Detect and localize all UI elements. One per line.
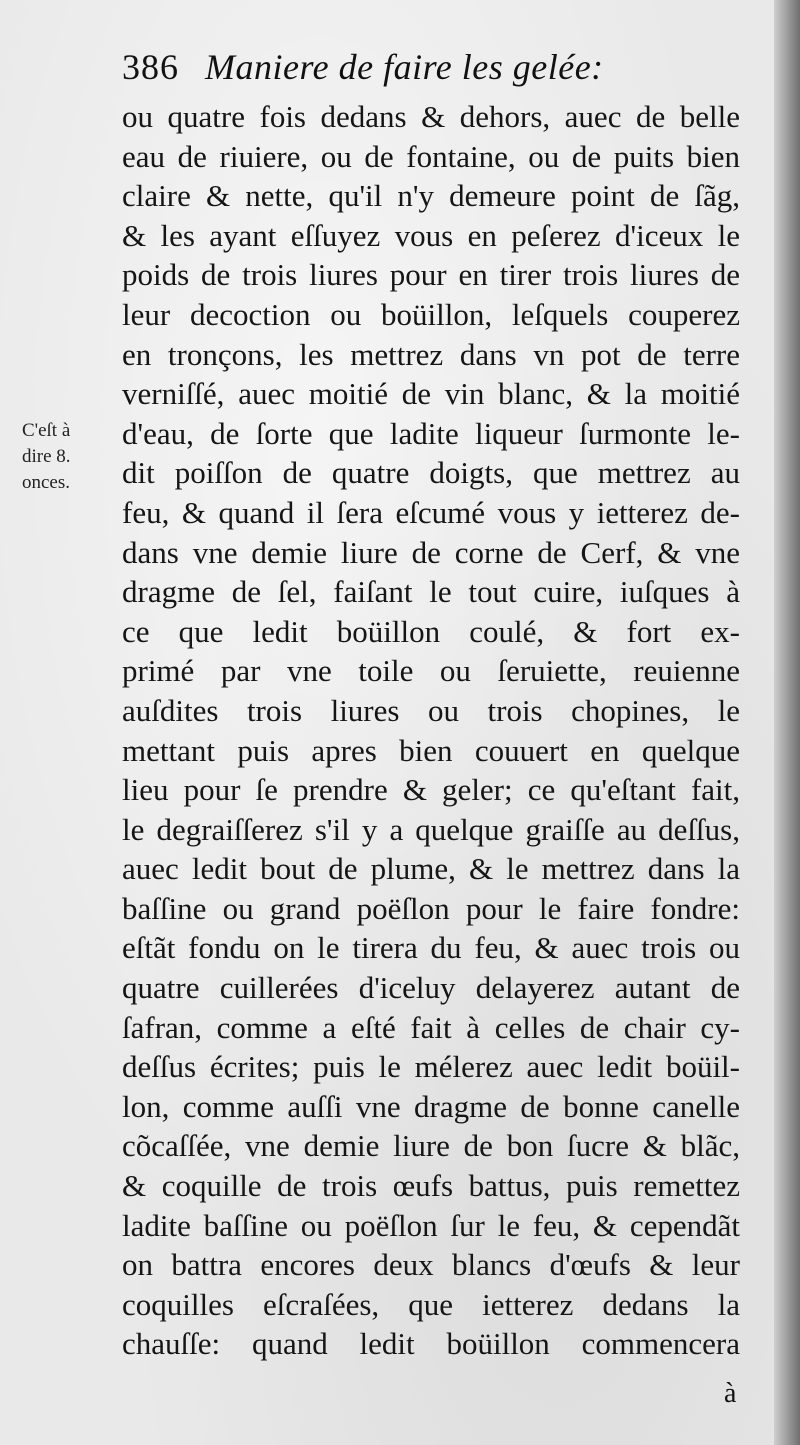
running-head: Maniere de faire les gelée: [205, 47, 604, 87]
text-line: eſtãt fondu on le tirera du feu, & auec trois ou [122, 930, 740, 966]
text-line: cõcaſſée, vne demie liure de bon ſucre & blãc, [122, 1128, 740, 1164]
text-line: baſſine ou grand poëſlon pour le faire fondre: [122, 890, 740, 926]
text-line: deſſus écrites; puis le mélerez auec ledit boüil- [122, 1049, 740, 1085]
text-line: coquilles eſcraſées, que ietterez dedans la [122, 1286, 740, 1322]
text-line: le degraiſſerez s'il y a quelque graiſſe au deſſus, [122, 811, 740, 847]
margin-note [22, 418, 112, 496]
text-line: & les ayant eſſuyez vous en peſerez d'iceux le [122, 217, 740, 253]
text-line: eau de riuiere, ou de fontaine, ou de puits bien [122, 138, 740, 174]
margin-note-line: onces. [22, 472, 71, 493]
text-line: quatre cuillerées d'iceluy delayerez autant de [122, 970, 740, 1006]
text-line: ce que ledit boüillon coulé, & fort ex- [122, 613, 740, 649]
text-line: dans vne demie liure de corne de Cerf, & vne [122, 534, 740, 570]
text-line: feu, & quand il ſera eſcumé vous y ietterez de- [122, 494, 740, 530]
body-text [122, 97, 740, 1364]
margin-note-line: dire 8. [22, 446, 71, 467]
text-line: dragme de ſel, faiſant le tout cuire, iuſques à [122, 574, 740, 610]
catchword: à [724, 1378, 737, 1409]
text-line: verniſſé, auec moitié de vin blanc, & la moitié [122, 376, 740, 412]
page-number: 386 [122, 47, 179, 87]
text-line: d'eau, de ſorte que ladite liqueur ſurmonte le- [122, 415, 740, 451]
text-line: lon, comme auſſi vne dragme de bonne canelle [122, 1088, 740, 1124]
text-line: & coquille de trois œufs battus, puis remettez [122, 1168, 740, 1204]
text-line: ſafran, comme a eſté fait à celles de chair cy- [122, 1009, 740, 1045]
text-line: chauſſe: quand ledit boüillon commencera [122, 1326, 740, 1362]
text-line: claire & nette, qu'il n'y demeure point de ſãg, [122, 178, 740, 214]
text-line: primé par vne toile ou ſeruiette, reuienne [122, 653, 740, 689]
text-line: auec ledit bout de plume, & le mettrez dans la [122, 851, 740, 887]
text-line: lieu pour ſe prendre & geler; ce qu'eſtant fait, [122, 772, 740, 808]
text-line: mettant puis apres bien couuert en quelque [122, 732, 740, 768]
page-gutter-edge [774, 0, 800, 1445]
text-line: en tronçons, les mettrez dans vn pot de terre [122, 336, 740, 372]
text-line: auſdites trois liures ou trois chopines, le [122, 692, 740, 728]
text-line: ou quatre fois dedans & dehors, auec de belle [122, 99, 740, 134]
text-line: dit poiſſon de quatre doigts, que mettrez au [122, 455, 740, 491]
margin-note-line: C'eſt à [22, 420, 71, 441]
text-line: ladite baſſine ou poëſlon ſur le feu, & cependãt [122, 1207, 740, 1243]
text-line: on battra encores deux blancs d'œufs & leur [122, 1247, 740, 1283]
page-header [122, 46, 604, 94]
text-line: leur decoction ou boüillon, leſquels couperez [122, 296, 740, 332]
text-line: poids de trois liures pour en tirer trois liures de [122, 257, 740, 293]
